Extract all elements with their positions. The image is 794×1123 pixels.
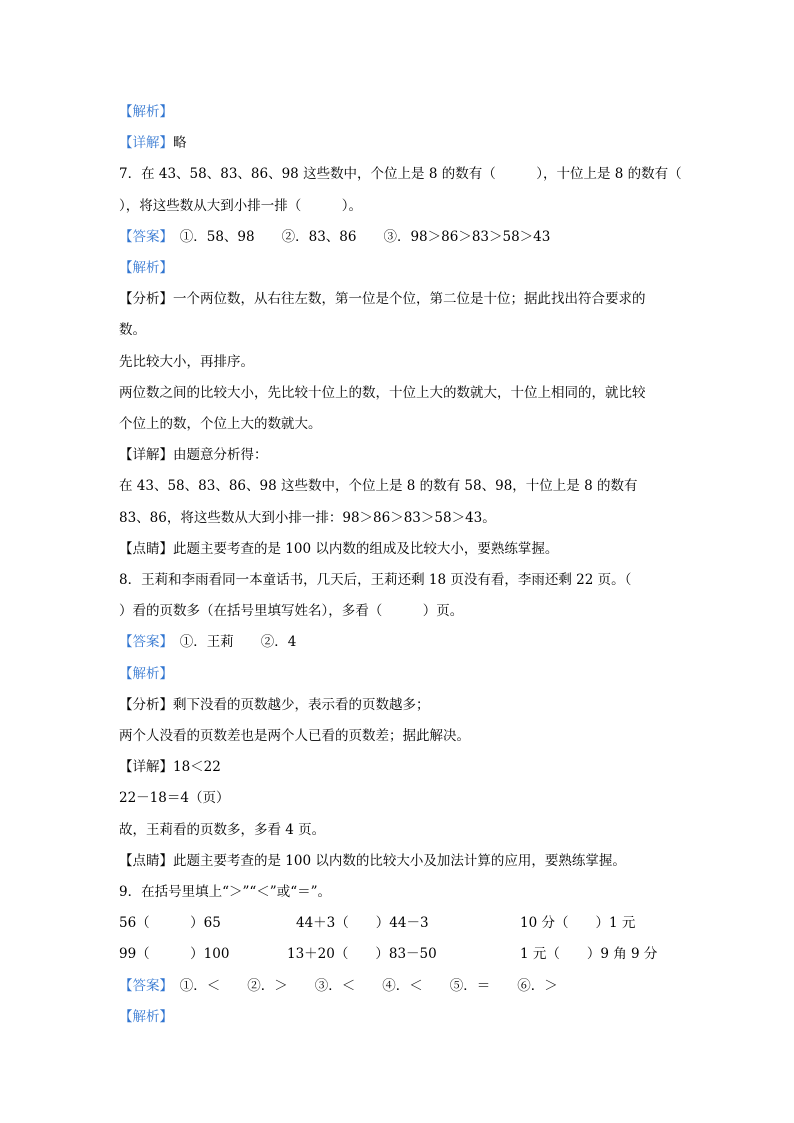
q7-analysis-line2: 数。 <box>119 322 146 338</box>
q8-detail-line3: 故，王莉看的页数多，多看 4 页。 <box>119 822 326 838</box>
q8-detail-line1: 【详解】18＜22 <box>119 759 221 775</box>
q7-detail-line2: 在 43、58、83、86、98 这些数中，个位上是 8 的数有 58、98，十位上是 8 的数有 <box>119 478 638 494</box>
q9-question: 9．在括号里填上“＞”“＜”或“＝”。 <box>119 884 331 900</box>
q8-question-line1: 8．王莉和李雨看同一本童话书，几天后，王莉还剩 18 页没有看，李雨还剩 22 页。（ <box>119 572 632 588</box>
q7-analysis-line4: 两位数之间的比较大小，先比较十位上的数，十位上大的数就大，十位上相同的，就比较 <box>119 385 646 401</box>
q9-item-5: 13＋20（ ）83－50 <box>287 946 437 962</box>
q7-answer: 【答案】 ①．58、98 ②．83、86 ③．98＞86＞83＞58＞43 <box>119 229 551 245</box>
q7-comment: 【点睛】此题主要考查的是 100 以内数的组成及比较大小，要熟练掌握。 <box>119 541 559 557</box>
q7-detail-line1: 【详解】由题意分析得： <box>119 447 268 463</box>
q8-analysis-line2: 两个人没看的页数差也是两个人已看的页数差；据此解决。 <box>119 728 470 744</box>
q7-analysis-line1: 【分析】一个两位数，从右往左数，第一位是个位，第二位是十位；据此找出符合要求的 <box>119 291 646 307</box>
q8-analysis-heading: 【解析】 <box>119 666 173 682</box>
q7-detail-line3: 83、86，将这些数从大到小排一排：98＞86＞83＞58＞43。 <box>119 510 496 526</box>
q7-question-line2: ），将这些数从大到小排一排（ ）。 <box>119 198 362 214</box>
q9-item-3: 10 分（ ）1 元 <box>520 915 636 931</box>
q9-item-1: 56（ ）65 <box>119 915 221 931</box>
q7-analysis-line3: 先比较大小，再排序。 <box>119 354 254 370</box>
q8-comment: 【点睛】此题主要考查的是 100 以内数的比较大小及加法计算的应用，要熟练掌握。 <box>119 853 626 869</box>
q9-answer: 【答案】 ①．＜ ②．＞ ③．＜ ④．＜ ⑤．＝ ⑥．＞ <box>119 978 558 994</box>
block1-analysis-heading: 【解析】 <box>119 104 173 120</box>
q8-question-line2: ）看的页数多（在括号里填写姓名），多看（ ）页。 <box>119 603 464 619</box>
q8-analysis-line1: 【分析】剩下没看的页数越少，表示看的页数越多； <box>119 697 430 713</box>
q9-item-6: 1 元（ ）9 角 9 分 <box>520 946 658 962</box>
q7-question-line1: 7．在 43、58、83、86、98 这些数中，个位上是 8 的数有（ ），十位上是 8 的数有（ <box>119 166 682 182</box>
q8-answer: 【答案】 ①．王莉 ②．4 <box>119 634 297 650</box>
q9-item-4: 99（ ）100 <box>119 946 230 962</box>
q9-item-2: 44＋3（ ）44－3 <box>296 915 429 931</box>
q7-analysis-line5: 个位上的数，个位上大的数就大。 <box>119 416 322 432</box>
block1-detail: 【详解】略 <box>119 135 187 151</box>
q9-analysis-heading: 【解析】 <box>119 1009 173 1025</box>
q7-analysis-heading: 【解析】 <box>119 260 173 276</box>
q8-detail-line2: 22－18＝4（页） <box>119 790 230 806</box>
